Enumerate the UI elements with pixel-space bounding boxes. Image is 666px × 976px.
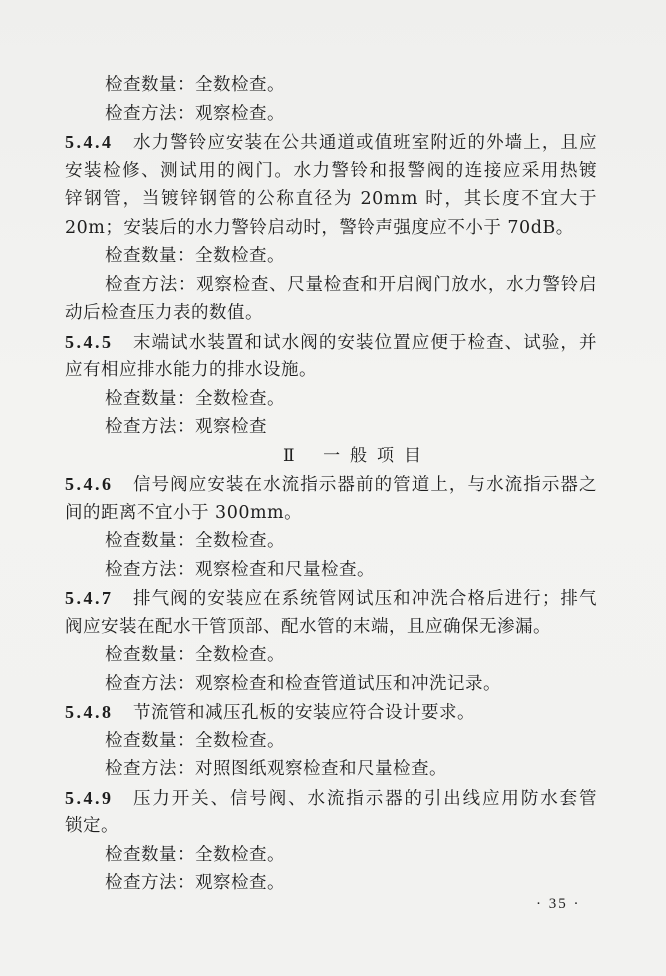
- clause-5-4-9: [65, 784, 597, 813]
- clause-text-line: 锌钢管，当镀锌钢管的公称直径为 20mm 时，其长度不宜大于: [65, 189, 597, 209]
- check-quantity: 检查数量：全数检查。: [105, 388, 285, 409]
- clause-text-line: 节流管和减压孔板的安装应符合设计要求。: [133, 703, 475, 723]
- check-quantity: 检查数量：全数检查。: [105, 645, 285, 665]
- check-quantity: 检查数量：全数检查。: [105, 246, 285, 266]
- clause-number: 5.4.5: [65, 331, 114, 352]
- clause-text-line: 压力开关、信号阀、水流指示器的引出线应用防水套管: [133, 788, 597, 809]
- clause-text-line: 间的距离不宜小于 300mm。: [65, 502, 303, 523]
- check-method: 检查方法：观察检查。: [105, 873, 285, 893]
- check-method: 检查方法：观察检查和尺量检查。: [105, 559, 375, 580]
- clause-number: 5.4.6: [65, 474, 114, 494]
- clause-number: 5.4.9: [65, 787, 114, 808]
- clause-text-line: 安装检修、测试用的阀门。水力警铃和报警阀的连接应采用热镀: [65, 160, 597, 181]
- clause-text-line: 20m；安装后的水力警铃启动时，警铃声强度应不小于 70dB。: [65, 217, 574, 238]
- check-method: 检查方法：观察检查。: [105, 103, 285, 124]
- check-quantity: 检查数量：全数检查。: [105, 730, 285, 751]
- clause-text-line: 信号阀应安装在水流指示器前的管道上，与水流指示器之: [133, 475, 597, 495]
- check-quantity: 检查数量：全数检查。: [105, 844, 285, 865]
- page-body: [65, 71, 597, 898]
- clause-5-4-7: [65, 584, 597, 613]
- clause-5-4-5: [65, 328, 597, 357]
- clause-number: 5.4.7: [65, 588, 114, 608]
- check-method-continuation: 动后检查压力表的数值。: [65, 303, 263, 323]
- clause-5-4-8: [65, 698, 597, 727]
- clause-text-line: 水力警铃应安装在公共通道或值班室附近的外墙上，且应: [133, 133, 597, 153]
- clause-number: 5.4.4: [65, 132, 114, 152]
- clause-text-line: 排气阀的安装应在系统管网试压和冲洗合格后进行；排气: [133, 589, 597, 609]
- page-number: · 35 ·: [536, 896, 581, 912]
- check-method: 检查方法：对照图纸观察检查和尺量检查。: [105, 759, 447, 779]
- check-method: 检查方法：观察检查和检查管道试压和冲洗记录。: [105, 673, 501, 694]
- subheading-title: 一般项目: [323, 445, 432, 466]
- clause-text-line: 锁定。: [65, 816, 119, 836]
- clause-5-4-6: [65, 470, 597, 499]
- check-method: 检查方法：观察检查: [105, 417, 267, 437]
- check-quantity: 检查数量：全数检查。: [105, 531, 285, 551]
- clause-text-line: 阀应安装在配水干管顶部、配水管的末端，且应确保无渗漏。: [65, 616, 551, 637]
- clause-5-4-4: [65, 128, 597, 157]
- subheading-numeral: Ⅱ: [283, 445, 296, 466]
- clause-text-line: 末端试水装置和试水阀的安装位置应便于检查、试验，并: [133, 332, 597, 353]
- check-quantity: 检查数量：全数检查。: [105, 75, 285, 95]
- clause-number: 5.4.8: [65, 702, 114, 722]
- section-subheading: [65, 442, 597, 471]
- clause-text-line: 应有相应排水能力的排水设施。: [65, 360, 317, 380]
- check-method: 检查方法：观察检查、尺量检查和开启阀门放水，水力警铃启: [105, 274, 597, 295]
